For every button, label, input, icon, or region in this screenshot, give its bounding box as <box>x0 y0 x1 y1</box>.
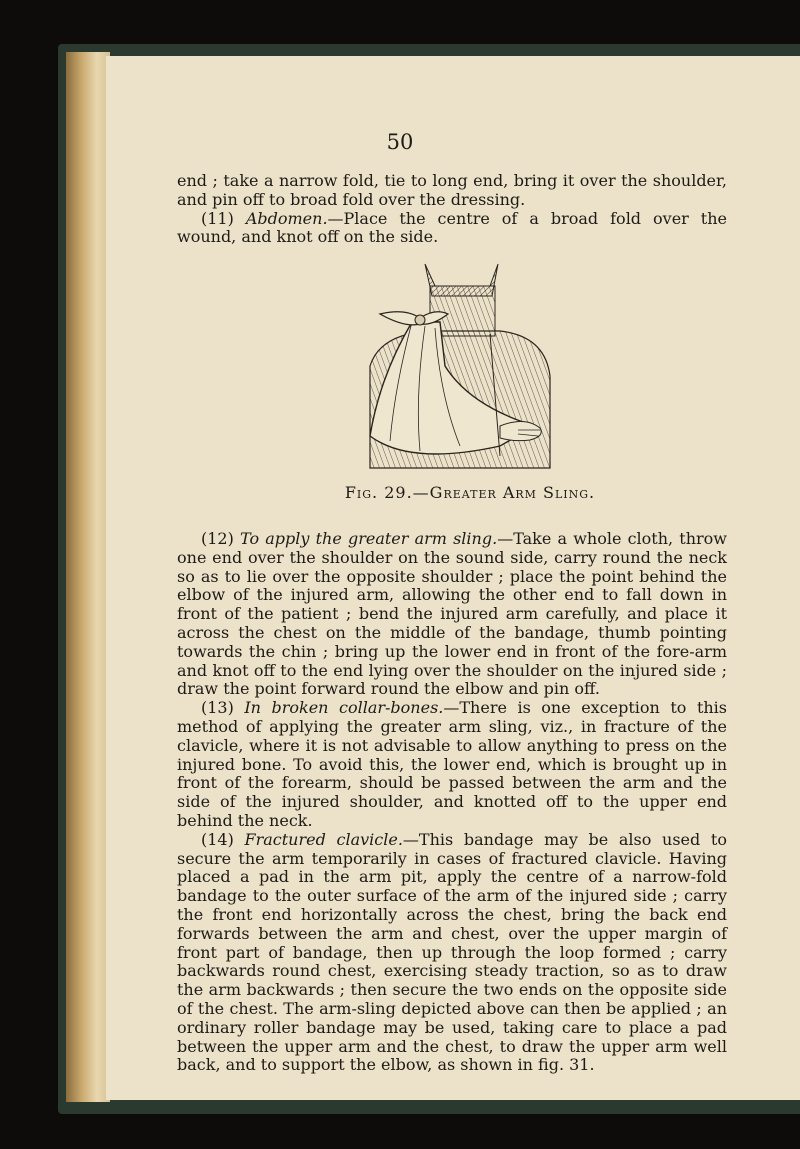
paragraph-12 <box>177 530 727 699</box>
paragraph-13 <box>177 699 727 831</box>
section-number: (11) <box>201 208 234 228</box>
section-title: In broken collar-bones. <box>244 698 444 718</box>
section-text: —Take a whole cloth, throw one end over the shoulder on the sound side, carry round the neck so as to lie over the opposite shoulder ; place the point behind the elbow of the injured arm, allowing the other end to fall down in front of the patient ; bend the injured arm carefully, and place it across the chest on the middle of the bandage, thumb pointing towards the chin ; bring up the lower end in front of the fore-arm and knot off to the end lying over the shoulder on the injured side ; draw the point forward round the elbow and pin off. <box>177 529 727 699</box>
paragraph-14 <box>177 831 727 1075</box>
section-number: (12) <box>201 529 234 548</box>
section-title: Abdomen. <box>245 208 328 228</box>
page-number: 50 <box>386 130 414 154</box>
figure-caption: Fig. 29.—Greater Arm Sling. <box>344 483 596 502</box>
arm-sling-illustration <box>350 256 570 482</box>
section-text: —There is one exception to this method of applying the greater arm sling, viz., in fracture of the clavicle, where it is not advisable to allow anything to press on the injured bone. To avoid this, the lower end, which is brought up in front of the forearm, should be passed between the arm and the side of the injured shoulder, and knotted off to the upper end behind the neck. <box>177 698 728 830</box>
section-title: Fractured clavicle. <box>244 829 403 849</box>
section-text: —Place the centre of a broad fold over the wound, and knot off on the side. <box>177 208 727 247</box>
section-number: (14) <box>201 829 234 849</box>
page-edges <box>66 52 110 1102</box>
paragraph-11 <box>177 210 727 248</box>
top-text <box>177 172 727 247</box>
section-text: —This bandage may be also used to secure the arm temporarily in cases of fractured clavicle. Having placed a pad in the arm pit, apply the centre of a narrow-fold bandage to the outer surface of the arm of the injured side ; carry the front end horizontally across the chest, bring the back end forwards between the arm and chest, over the upper margin of front part of bandage, then up through the loop formed ; carry backwards round chest, exercising steady traction, so as to draw the arm backwards ; then secure the two ends on the opposite side of the chest. The arm-sling depicted above can then be applied ; an ordinary roller bandage may be used, taking care to place a pad between the upper arm and the chest, to draw the upper arm well back, and to support the elbow, as shown in fig. 31. <box>177 829 727 1075</box>
section-number: (13) <box>201 698 234 718</box>
paragraph-continuation: end ; take a narrow fold, tie to long end, bring it over the shoulder, and pin off to broad fold over the dressing. <box>177 171 727 209</box>
main-text <box>177 530 727 1075</box>
section-title: To apply the greater arm sling. <box>240 529 498 548</box>
